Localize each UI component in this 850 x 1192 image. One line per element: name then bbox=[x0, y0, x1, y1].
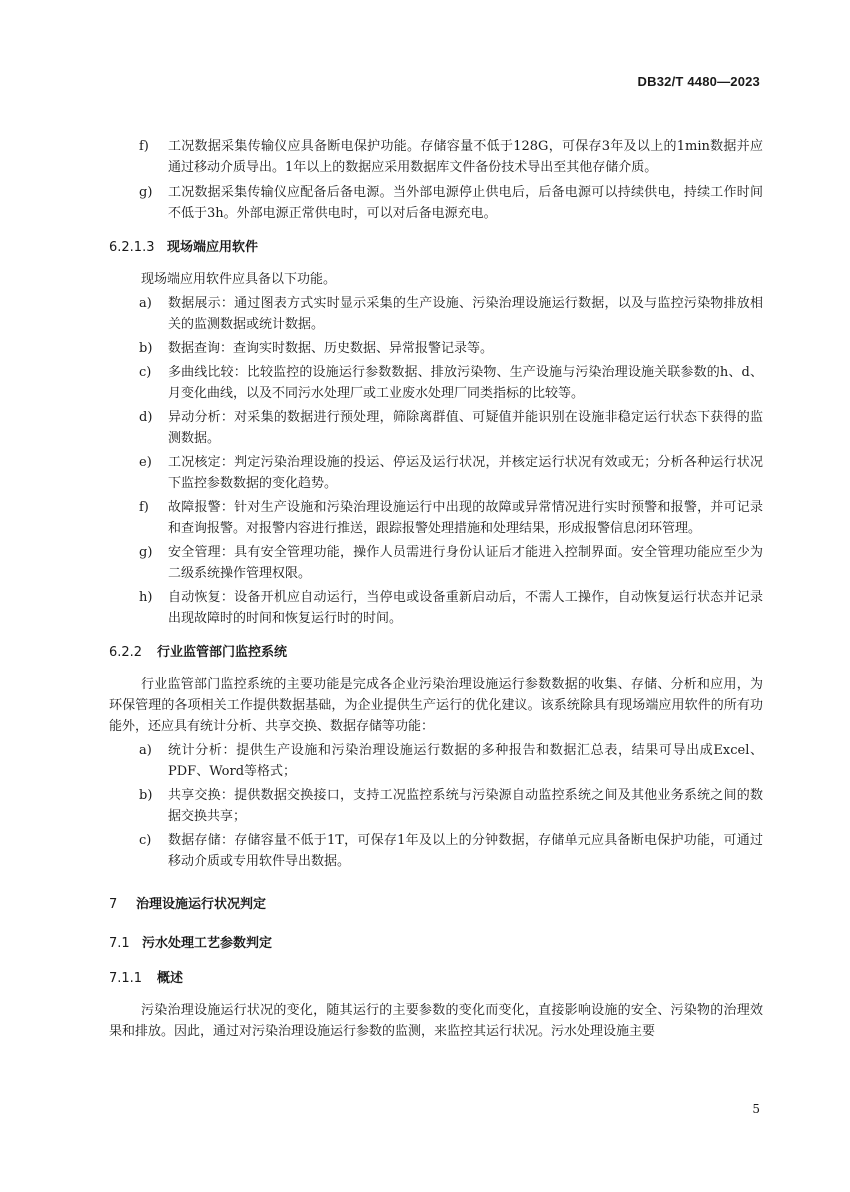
heading-title: 行业监管部门监控系统 bbox=[157, 645, 288, 660]
list-item-d bbox=[109, 407, 763, 449]
heading-6-2-1-3 bbox=[109, 237, 763, 258]
item-text: 安全管理：具有安全管理功能，操作人员需进行身份认证后才能进入控制界面。安全管理功能应至少为二级系统操作管理权限。 bbox=[168, 545, 763, 581]
list-item-g bbox=[109, 182, 763, 224]
heading-number: 6.2.2 bbox=[109, 645, 143, 660]
list-item-f2 bbox=[109, 497, 763, 539]
item-text: 统计分析：提供生产设施和污染治理设施运行数据的多种报告和数据汇总表，结果可导出成Excel、PDF、Word等格式； bbox=[168, 743, 763, 779]
item-label: g) bbox=[139, 185, 153, 200]
list-item-e bbox=[109, 452, 763, 494]
heading-title: 治理设施运行状况判定 bbox=[136, 897, 267, 912]
heading-number: 7.1 bbox=[109, 936, 130, 951]
item-label: c) bbox=[139, 833, 152, 848]
paragraph-7-1-1: 污染治理设施运行状况的变化，随其运行的主要参数的变化而变化，直接影响设施的安全、污染物的治理效果和排放。因此，通过对污染治理设施运行参数的监测，来监控其运行状况。污水处理设施主要 bbox=[109, 1003, 763, 1039]
item-text: 故障报警：针对生产设施和污染治理设施运行中出现的故障或异常情况进行实时预警和报警，并可记录和查询报警。对报警内容进行推送，跟踪报警处理措施和处理结果，形成报警信息闭环管理。 bbox=[168, 500, 763, 536]
item-text: 工况数据采集传输仪应具备断电保护功能。存储容量不低于128G，可保存3年及以上的1min数据并应通过移动介质导出。1年以上的数据应采用数据库文件备份技术导出至其他存储介质。 bbox=[168, 139, 763, 175]
item-text: 数据展示：通过图表方式实时显示采集的生产设施、污染治理设施运行数据，以及与监控污染物排放相关的监测数据或统计数据。 bbox=[168, 296, 763, 332]
page-number: 5 bbox=[752, 1102, 760, 1116]
list-item-h bbox=[109, 587, 763, 629]
item-label: h) bbox=[139, 590, 153, 605]
heading-number: 6.2.1.3 bbox=[109, 240, 155, 255]
heading-7-1-1 bbox=[109, 968, 763, 989]
heading-7-1 bbox=[109, 933, 763, 954]
item-text: 工况核定：判定污染治理设施的投运、停运及运行状况，并核定运行状况有效或无；分析各种运行状况下监控参数数据的变化趋势。 bbox=[168, 455, 763, 491]
paragraph-6-2-2-intro: 行业监管部门监控系统的主要功能是完成各企业污染治理设施运行参数数据的收集、存储、分析和应用，为环保管理的各项相关工作提供数据基础，为企业提供生产运行的优化建议。该系统除具有现场端应用软件的所有功能外，还应具有统计分析、共享交换、数据存储等功能： bbox=[109, 677, 763, 734]
list-item-f bbox=[109, 136, 763, 178]
list-item-b bbox=[109, 338, 763, 359]
page-content bbox=[109, 136, 763, 1042]
paragraph-6-2-1-3-intro: 现场端应用软件应具备以下功能。 bbox=[141, 272, 337, 287]
item-label: b) bbox=[139, 341, 153, 356]
item-label: f) bbox=[139, 139, 149, 154]
item-text: 多曲线比较：比较监控的设施运行参数数据、排放污染物、生产设施与污染治理设施关联参数的h、d、月变化曲线，以及不同污水处理厂或工业废水处理厂同类指标的比较等。 bbox=[168, 365, 763, 401]
item-text: 数据查询：查询实时数据、历史数据、异常报警记录等。 bbox=[168, 341, 494, 356]
list-item-c bbox=[109, 362, 763, 404]
item-text: 共享交换：提供数据交换接口，支持工况监控系统与污染源自动监控系统之间及其他业务系统之间的数据交换共享； bbox=[168, 788, 763, 824]
item-label: d) bbox=[139, 410, 153, 425]
item-label: c) bbox=[139, 365, 152, 380]
list-item-b2 bbox=[109, 785, 763, 827]
item-label: g) bbox=[139, 545, 153, 560]
item-label: a) bbox=[139, 743, 152, 758]
heading-title: 概述 bbox=[157, 971, 184, 986]
item-label: a) bbox=[139, 296, 152, 311]
item-text: 自动恢复：设备开机应自动运行，当停电或设备重新启动后，不需人工操作，自动恢复运行状态并记录出现故障时的时间和恢复运行时的时间。 bbox=[168, 590, 763, 626]
item-label: e) bbox=[139, 455, 152, 470]
item-label: f) bbox=[139, 500, 149, 515]
item-text: 数据存储：存储容量不低于1T，可保存1年及以上的分钟数据，存储单元应具备断电保护功能，可通过移动介质或专用软件导出数据。 bbox=[168, 833, 763, 869]
item-label: b) bbox=[139, 788, 153, 803]
heading-7 bbox=[109, 894, 763, 915]
list-item-g2 bbox=[109, 542, 763, 584]
heading-title: 现场端应用软件 bbox=[167, 240, 259, 255]
heading-6-2-2 bbox=[109, 642, 763, 663]
list-item-a2 bbox=[109, 740, 763, 782]
heading-number: 7.1.1 bbox=[109, 971, 143, 986]
list-item-c2 bbox=[109, 830, 763, 872]
document-code: DB32/T 4480—2023 bbox=[637, 74, 760, 89]
heading-number: 7 bbox=[109, 897, 118, 912]
item-text: 工况数据采集传输仪应配备后备电源。当外部电源停止供电后，后备电源可以持续供电，持续工作时间不低于3h。外部电源正常供电时，可以对后备电源充电。 bbox=[168, 185, 763, 221]
list-item-a bbox=[109, 293, 763, 335]
heading-title: 污水处理工艺参数判定 bbox=[142, 936, 273, 951]
item-text: 异动分析：对采集的数据进行预处理，筛除离群值、可疑值并能识别在设施非稳定运行状态下获得的监测数据。 bbox=[168, 410, 763, 446]
